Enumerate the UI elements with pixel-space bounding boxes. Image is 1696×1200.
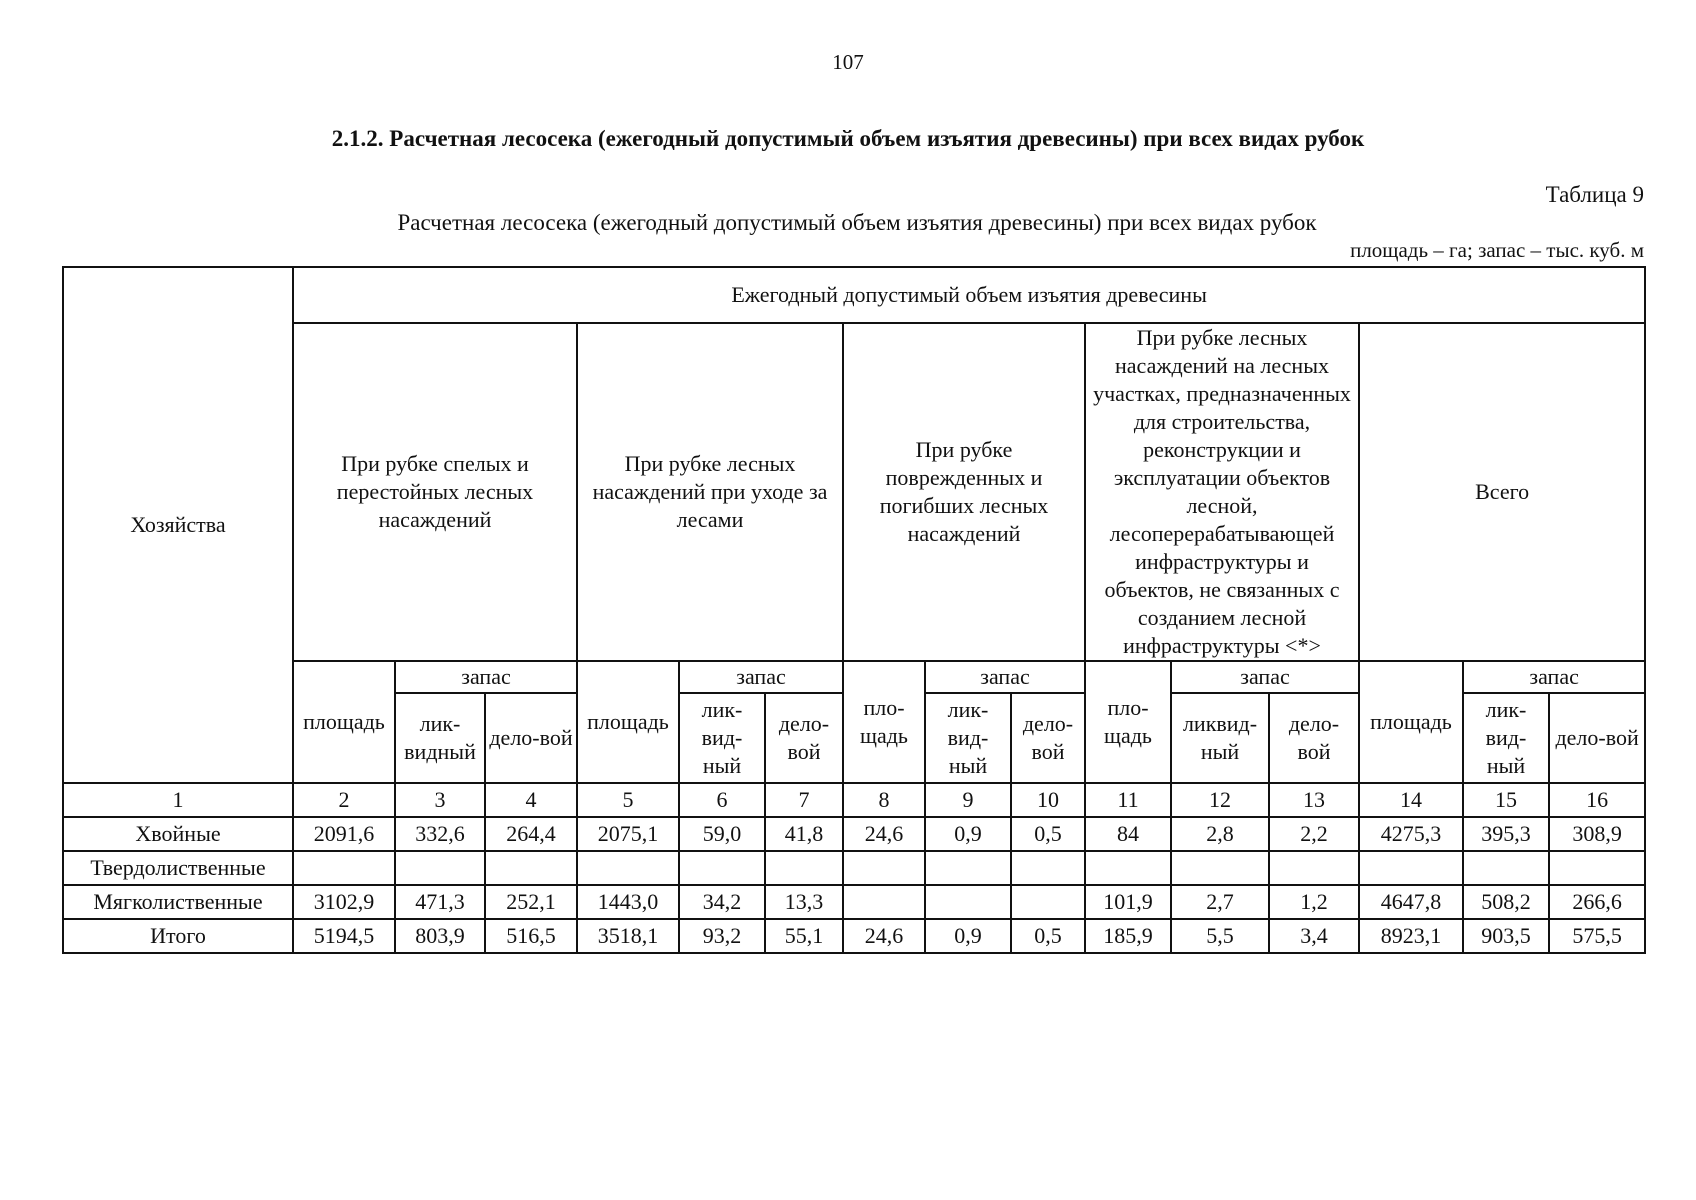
value-cell — [843, 851, 925, 885]
value-cell: 0,5 — [1011, 817, 1085, 851]
column-number-cell: 15 — [1463, 783, 1549, 817]
value-cell: 185,9 — [1085, 919, 1171, 953]
sub-header-liquid: лик-вид-ный — [925, 693, 1011, 783]
category-header-thinning: При рубке лесных насаждений при уходе за лесами — [577, 323, 843, 661]
zapas-header: запас — [679, 661, 843, 693]
value-cell — [485, 851, 577, 885]
category-header-total: Всего — [1359, 323, 1645, 661]
column-number-cell: 8 — [843, 783, 925, 817]
value-cell: 471,3 — [395, 885, 485, 919]
column-number-cell: 12 — [1171, 783, 1269, 817]
table-row — [63, 817, 1645, 851]
value-cell: 5194,5 — [293, 919, 395, 953]
value-cell: 24,6 — [843, 919, 925, 953]
column-number-cell: 4 — [485, 783, 577, 817]
column-number-cell: 2 — [293, 783, 395, 817]
value-cell: 5,5 — [1171, 919, 1269, 953]
value-cell — [1463, 851, 1549, 885]
sub-header-business: дело-вой — [765, 693, 843, 783]
value-cell: 266,6 — [1549, 885, 1645, 919]
value-cell: 59,0 — [679, 817, 765, 851]
sub-header-liquid: лик-вид-ный — [679, 693, 765, 783]
value-cell — [1085, 851, 1171, 885]
value-cell — [1269, 851, 1359, 885]
value-cell — [1011, 851, 1085, 885]
zapas-header: запас — [395, 661, 577, 693]
units-note: площадь – га; запас – тыс. куб. м — [1350, 238, 1644, 262]
sub-header-area: пло-щадь — [843, 661, 925, 783]
value-cell: 516,5 — [485, 919, 577, 953]
table-row — [63, 851, 1645, 885]
sub-header-liquid: лик-видный — [395, 693, 485, 783]
value-cell: 0,9 — [925, 817, 1011, 851]
column-number-cell: 3 — [395, 783, 485, 817]
value-cell — [293, 851, 395, 885]
category-header-mature: При рубке спелых и перестойных лесных насаждений — [293, 323, 577, 661]
zapas-header: запас — [1171, 661, 1359, 693]
value-cell: 903,5 — [1463, 919, 1549, 953]
value-cell: 101,9 — [1085, 885, 1171, 919]
value-cell — [1011, 885, 1085, 919]
value-cell — [1359, 851, 1463, 885]
table-caption: Расчетная лесосека (ежегодный допустимый объем изъятия древесины) при всех видах рубок — [397, 210, 1317, 235]
value-cell — [843, 885, 925, 919]
value-cell: 2091,6 — [293, 817, 395, 851]
sub-header-area: площадь — [293, 661, 395, 783]
value-cell — [925, 885, 1011, 919]
column-number-cell: 5 — [577, 783, 679, 817]
column-number-cell: 6 — [679, 783, 765, 817]
sub-header-liquid: ликвид-ный — [1171, 693, 1269, 783]
value-cell: 3102,9 — [293, 885, 395, 919]
value-cell: 252,1 — [485, 885, 577, 919]
value-cell: 1443,0 — [577, 885, 679, 919]
value-cell: 264,4 — [485, 817, 577, 851]
farm-name-cell: Итого — [63, 919, 293, 953]
column-number-row — [63, 783, 1645, 817]
category-header-construction: При рубке лесных насаждений на лесных участках, предназначенных для строительства, реконструкции и эксплуатации объектов лесной, лесоперерабатывающей инфраструктуры и объектов, не связанных с созданием лесной инфраструктуры <*> — [1085, 323, 1359, 661]
column-number-cell: 9 — [925, 783, 1011, 817]
value-cell: 2,2 — [1269, 817, 1359, 851]
column-number-cell: 7 — [765, 783, 843, 817]
value-cell: 34,2 — [679, 885, 765, 919]
sub-header-liquid: лик-вид-ный — [1463, 693, 1549, 783]
table-row — [63, 919, 1645, 953]
farm-header: Хозяйства — [63, 267, 293, 783]
sub-header-business: дело-вой — [1011, 693, 1085, 783]
farm-name-cell: Хвойные — [63, 817, 293, 851]
value-cell: 4275,3 — [1359, 817, 1463, 851]
value-cell: 13,3 — [765, 885, 843, 919]
value-cell: 55,1 — [765, 919, 843, 953]
value-cell: 41,8 — [765, 817, 843, 851]
column-number-cell: 1 — [63, 783, 293, 817]
category-header-damaged: При рубке поврежденных и погибших лесных насаждений — [843, 323, 1085, 661]
group-header: Ежегодный допустимый объем изъятия древесины — [293, 267, 1645, 323]
sub-header-business: дело-вой — [1269, 693, 1359, 783]
value-cell: 1,2 — [1269, 885, 1359, 919]
value-cell: 24,6 — [843, 817, 925, 851]
value-cell: 93,2 — [679, 919, 765, 953]
value-cell: 2075,1 — [577, 817, 679, 851]
value-cell — [577, 851, 679, 885]
column-number-cell: 10 — [1011, 783, 1085, 817]
zapas-header: запас — [925, 661, 1085, 693]
value-cell: 308,9 — [1549, 817, 1645, 851]
table-label: Таблица 9 — [1545, 182, 1644, 207]
allowable-cut-table — [62, 266, 1646, 954]
value-cell: 575,5 — [1549, 919, 1645, 953]
sub-header-area: площадь — [1359, 661, 1463, 783]
value-cell: 2,8 — [1171, 817, 1269, 851]
value-cell — [395, 851, 485, 885]
column-number-cell: 13 — [1269, 783, 1359, 817]
value-cell: 803,9 — [395, 919, 485, 953]
column-number-cell: 14 — [1359, 783, 1463, 817]
value-cell — [1171, 851, 1269, 885]
value-cell: 332,6 — [395, 817, 485, 851]
value-cell: 508,2 — [1463, 885, 1549, 919]
section-title: 2.1.2. Расчетная лесосека (ежегодный допустимый объем изъятия древесины) при всех видах рубок — [331, 126, 1365, 151]
value-cell: 3518,1 — [577, 919, 679, 953]
sub-header-business: дело-вой — [1549, 693, 1645, 783]
zapas-header: запас — [1463, 661, 1645, 693]
value-cell: 2,7 — [1171, 885, 1269, 919]
value-cell: 84 — [1085, 817, 1171, 851]
value-cell — [679, 851, 765, 885]
value-cell: 395,3 — [1463, 817, 1549, 851]
value-cell: 4647,8 — [1359, 885, 1463, 919]
table-row — [63, 885, 1645, 919]
farm-name-cell: Твердолиственные — [63, 851, 293, 885]
sub-header-area: пло-щадь — [1085, 661, 1171, 783]
sub-header-area: площадь — [577, 661, 679, 783]
sub-header-business: дело-вой — [485, 693, 577, 783]
page-number: 107 — [832, 50, 864, 74]
value-cell: 0,5 — [1011, 919, 1085, 953]
value-cell: 3,4 — [1269, 919, 1359, 953]
value-cell: 8923,1 — [1359, 919, 1463, 953]
value-cell — [1549, 851, 1645, 885]
column-number-cell: 16 — [1549, 783, 1645, 817]
value-cell — [765, 851, 843, 885]
column-number-cell: 11 — [1085, 783, 1171, 817]
farm-name-cell: Мягколиственные — [63, 885, 293, 919]
value-cell — [925, 851, 1011, 885]
value-cell: 0,9 — [925, 919, 1011, 953]
